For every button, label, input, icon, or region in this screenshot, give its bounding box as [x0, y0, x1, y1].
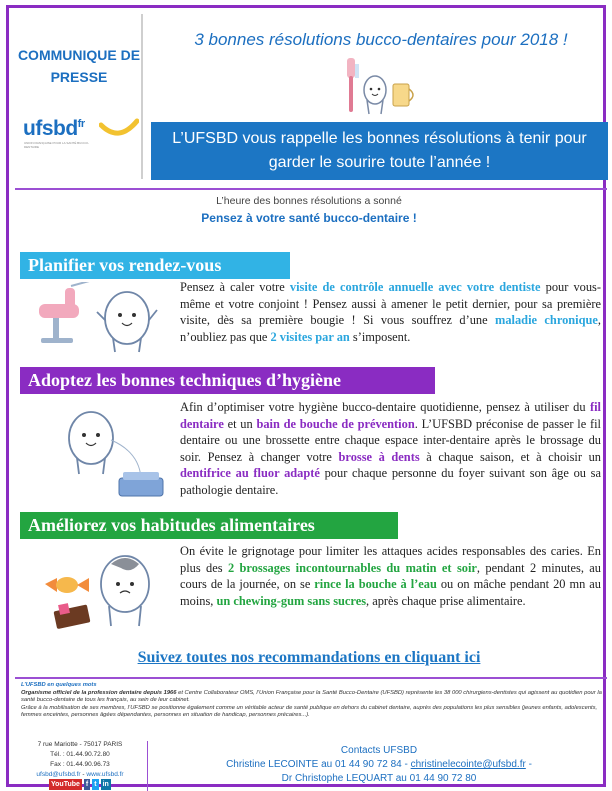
address-block: 7 rue Mariotte - 75017 PARIS Tél. : 01.44.90.72.80 Fax : 01.44.90.96.73 ufsbd@ufsbd.fr - www.ufsbd.fr — [19, 740, 141, 780]
about-ufsbd: L’UFSBD en quelques mots Organisme officiel de la profession dentaire depuis 1966 et Centre Collaborateur OMS, l’Union Française pour la Santé Bucco-Dentaire (UFSBD) représente les 38 000 chirurgiens-dentistes qui agissent au quotidien pour la santé bucco-dentaire de tous les français, au sein de leur cabinet. Grâce à la mobilisation de ses membres, l’UFSBD se positionne également comme un véritable acteur de santé publique en dehors du cabinet dentaire, auprès des populations les plus sensibles (jeunes enfants, adolescents, femmes enceintes, personnes âgées dépendantes, personnes en situation de handicap, personnes précaires...). — [21, 682, 602, 718]
section-header-appointments: Planifier vos rendez-vous — [20, 252, 290, 279]
recommendations-link[interactable]: Suivez toutes nos recommandations en cliquant ici — [137, 649, 481, 666]
communique-label: COMMUNIQUE DE PRESSE — [17, 47, 141, 85]
contact-christophe: Dr Christophe LEQUART au 01 44 90 72 80 — [281, 773, 477, 784]
smile-swoosh-icon — [99, 117, 139, 143]
section-header-food: Améliorez vos habitudes alimentaires — [20, 512, 398, 539]
twitter-icon[interactable]: t — [94, 781, 97, 788]
logo-tagline: UNION FRANÇAISE POUR LA SANTÉ BUCCO-DENTAIRE — [24, 141, 90, 149]
facebook-icon[interactable]: f — [85, 781, 89, 788]
social-links — [49, 779, 111, 791]
contacts-block — [149, 744, 609, 786]
contacts-title: Contacts UFSBD — [340, 745, 418, 756]
phone-number: Tél. : 01.44.90.72.80 — [50, 751, 110, 758]
section-text-appointments: Pensez à caler votre visite de contrôle annuelle avec votre dentiste pour vous-même et votre conjoint ! Pensez aussi à amener le petit dernier, pour sa première visite, dès sa première bougie ! Si vous souffrez d’une maladie chronique, n’oubliez pas que 2 visites par an s’imposent. — [180, 280, 602, 344]
press-release-box — [15, 14, 143, 179]
contact-email-link[interactable]: christinelecointe@ufsbd.fr — [410, 759, 526, 770]
postal-address: 7 rue Mariotte - 75017 PARIS — [37, 741, 123, 748]
intro-subtitle: Pensez à votre santé bucco-dentaire ! — [201, 211, 417, 225]
tooth-floss-illustration — [49, 400, 174, 505]
page-title: 3 bonnes résolutions bucco-dentaires pour 2018 ! — [194, 30, 568, 49]
email-link[interactable]: ufsbd@ufsbd.fr — [36, 771, 81, 778]
dentist-chair-illustration — [31, 282, 171, 354]
website-link[interactable]: www.ufsbd.fr — [86, 771, 124, 778]
section-header-hygiene: Adoptez les bonnes techniques d’hygiène — [20, 367, 435, 394]
section-text-food: On évite le grignotage pour limiter les attaques acides responsables des caries. En plus des 2 brossages incontournables du matin et soir, pendant 2 minutes, au cours de la journée, on se rince la bouche à l’eau ou on mâche pendant 20 mn au moins, un chewing-gum sans sucres, après chaque prise alimentaire. — [180, 544, 601, 608]
divider — [15, 188, 607, 190]
page-frame — [6, 5, 606, 787]
contact-christine: Christine LECOINTE au 01 44 90 72 84 - christinelecointe@ufsbd.fr - — [226, 759, 532, 770]
footer-separator — [147, 741, 148, 791]
footer-divider — [15, 677, 607, 679]
section-text-hygiene: Afin d’optimiser votre hygiène bucco-dentaire quotidienne, pensez à utiliser du fil dentaire et un bain de bouche de prévention. L’UFSBD préconise de passer le fil dentaire ou une brossette entre chaque espace inter-dentaire après le brossage du soir. Pensez à changer votre brosse à dents à chaque saison, et à choisir un dentifrice au fluor adapté pour chaque personne du foyer suivant son âge ou sa pathologie dentaire. — [180, 400, 602, 497]
logo-text: ufsbd$^{fr}$ — [23, 117, 85, 140]
ufsbd-logo — [23, 117, 143, 147]
headline-banner: L’UFSBD vous rappelle les bonnes résolutions à tenir pour garder le sourire toute l’année ! — [151, 122, 608, 180]
linkedin-icon[interactable]: in — [102, 781, 109, 788]
intro-line: L’heure des bonnes résolutions a sonné — [216, 195, 402, 207]
youtube-icon[interactable]: YouTube — [51, 781, 80, 788]
tooth-candy-illustration — [41, 548, 171, 638]
fax-number: Fax : 01.44.90.96.73 — [50, 761, 110, 768]
toothbrush-cup-illustration — [331, 56, 421, 118]
